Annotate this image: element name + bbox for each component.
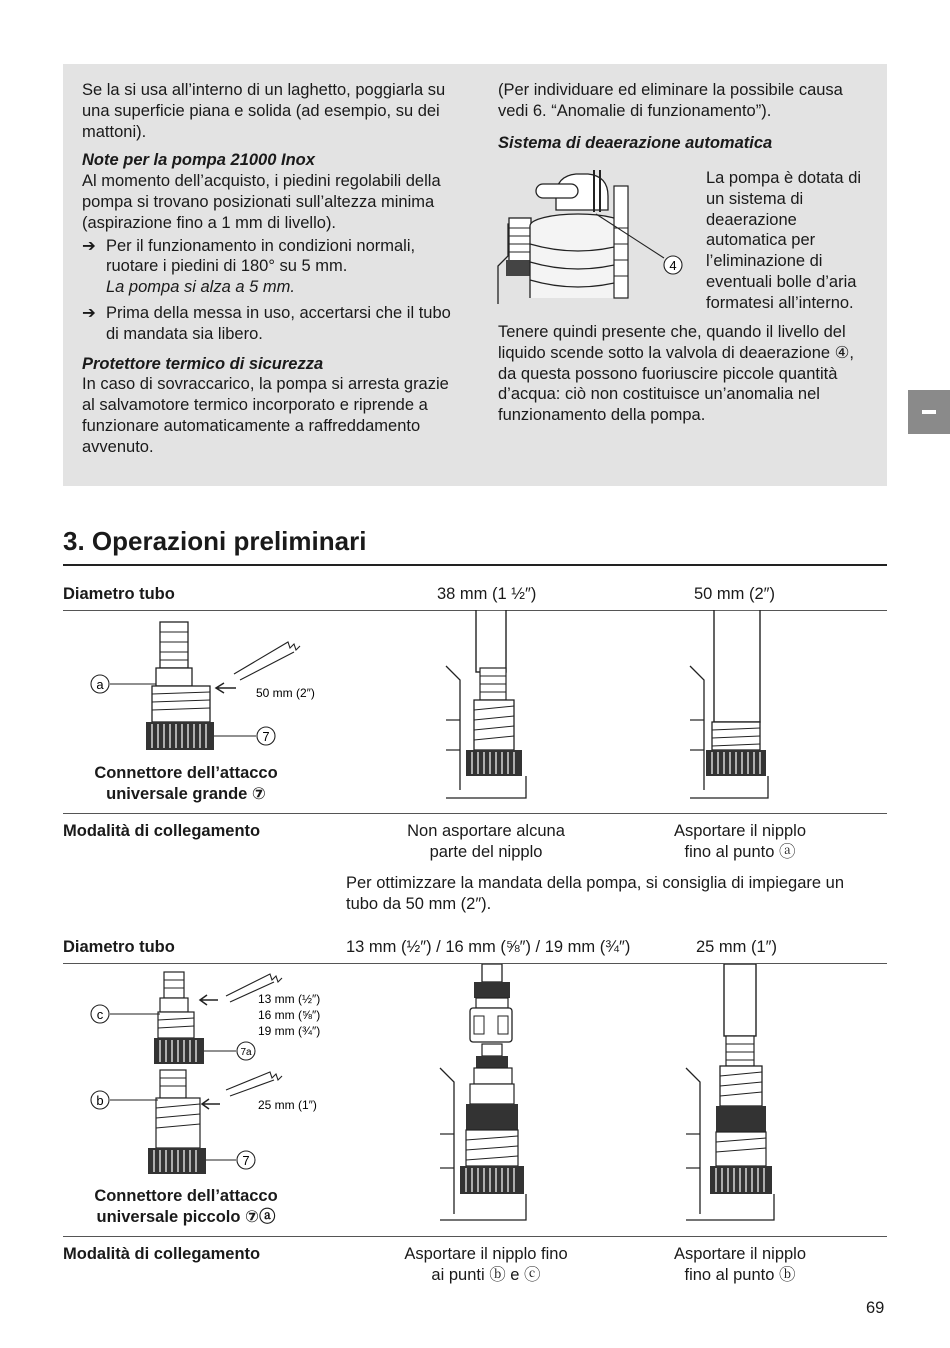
mode-line: Non asportare alcuna xyxy=(407,822,565,840)
table2-mode-label: Modalità di collegamento xyxy=(63,1245,261,1263)
instruction-text: Per il funzionamento in condizioni normali, ruotare i piedini di 180° su 5 mm. xyxy=(106,236,416,276)
mode-line: fino al punto ⓑ xyxy=(684,1265,796,1284)
instruction-item xyxy=(82,303,454,345)
large-connector-diagram xyxy=(84,614,344,754)
mode-line: ai punti ⓑ e ⓒ xyxy=(431,1265,541,1284)
section-title: 3. Operazioni preliminari xyxy=(63,526,367,556)
deaeration-warning-text: Tenere quindi presente che, quando il livello del liquido scende sotto la valvola di deaerazione ④, da questa possono fuoriuscire piccole quantità d’acqua: ciò non costituisce un’anomalia nel funzionamento della pompa. xyxy=(498,323,855,425)
mode-line: Asportare il nipplo xyxy=(673,822,807,840)
callout-c: c xyxy=(96,1007,104,1022)
info-right-column xyxy=(498,80,868,153)
table1-mode-rule xyxy=(63,813,887,814)
dim-25mm: 25 mm (1″) xyxy=(258,1098,317,1112)
deaeration-text: La pompa è dotata di un sistema di deaerazione automatica per l’eliminazione di eventuali bolle d’aria formatesi all’interno. xyxy=(706,169,862,312)
troubleshoot-reference: (Per individuare ed eliminare la possibile causa vedi 6. “Anomalie di funzionamento”). xyxy=(498,81,843,120)
callout-7-small: 7 xyxy=(242,1153,250,1168)
mode-line: fino al punto ⓐ xyxy=(684,842,796,861)
table2-col1-size: 13 mm (½″) / 16 mm (⅝″) / 19 mm (¾″) xyxy=(346,938,631,956)
small-connector-diagram xyxy=(84,966,344,1180)
mode-line: Asportare il nipplo xyxy=(673,1245,807,1263)
small-connector-caption xyxy=(63,1186,309,1228)
caption-line: Connettore dell’attacco xyxy=(94,1187,278,1205)
table2-col1-mode xyxy=(376,1244,596,1286)
callout-b: b xyxy=(96,1093,104,1108)
tab-dash-icon xyxy=(922,410,936,414)
hose-50mm-diagram xyxy=(688,610,778,800)
callout-7a: 7a xyxy=(240,1047,252,1058)
table2-col2-size: 25 mm (1″) xyxy=(696,938,778,956)
dim-19mm: 19 mm (¾″) xyxy=(258,1024,321,1038)
table1-mode-label: Modalità di collegamento xyxy=(63,822,261,840)
caption-line: universale piccolo ⑦ⓐ xyxy=(96,1207,276,1226)
callout-a: a xyxy=(96,677,104,692)
table1-col1-size: 38 mm (1 ½″) xyxy=(437,585,537,603)
dim-16mm: 16 mm (⅝″) xyxy=(258,1008,321,1022)
mode-line: parte del nipplo xyxy=(429,842,543,861)
hose-38mm-diagram xyxy=(440,610,530,800)
callout-7: 7 xyxy=(262,729,270,744)
dim-13mm: 13 mm (½″) xyxy=(258,992,321,1006)
instruction-text: Prima della messa in uso, accertarsi che il tubo di mandata sia libero. xyxy=(106,303,451,343)
deaeration-warning-block xyxy=(498,322,868,426)
pond-usage-text: Se la si usa all’interno di un laghetto, poggiarla su una superficie piana e solida (ad esempio, su dei mattoni). xyxy=(82,81,446,141)
table1-header-label: Diametro tubo xyxy=(63,585,175,603)
table1-col1-mode xyxy=(376,821,596,863)
table2-mode-rule xyxy=(63,1236,887,1237)
page-number: 69 xyxy=(866,1299,885,1317)
pump-deaeration-illustration xyxy=(496,166,696,306)
title-rule xyxy=(63,564,887,566)
table2-header-label: Diametro tubo xyxy=(63,938,175,956)
thermal-protector-text: In caso di sovraccarico, la pompa si arresta grazie al salvamotore termico incorporato e riprende a funzionare automaticamente a raffreddamento avvenuto. xyxy=(82,375,449,456)
table1-advice: Per ottimizzare la mandata della pompa, si consiglia di impiegare un tubo da 50 mm (2″). xyxy=(346,874,845,913)
table2-col2-mode xyxy=(630,1244,850,1286)
inox-note-heading: Note per la pompa 21000 Inox xyxy=(82,151,315,170)
instruction-item xyxy=(82,236,454,298)
large-connector-caption xyxy=(63,763,309,805)
table1-col2-mode xyxy=(630,821,850,863)
arrow-right-icon: ➔ xyxy=(82,236,96,255)
mode-line: Asportare il nipplo fino xyxy=(404,1245,568,1263)
deaeration-heading: Sistema di deaerazione automatica xyxy=(498,133,773,152)
callout-4: 4 xyxy=(669,258,677,273)
hose-25mm-diagram xyxy=(684,964,784,1224)
language-tab xyxy=(908,390,950,434)
arrow-right-icon: ➔ xyxy=(82,303,96,322)
caption-line: universale grande ⑦ xyxy=(106,784,266,803)
info-left-column xyxy=(82,80,454,458)
instruction-result: La pompa si alza a 5 mm. xyxy=(106,278,295,297)
table1-col2-size: 50 mm (2″) xyxy=(694,585,776,603)
hose-small-coupling-diagram xyxy=(436,964,536,1224)
inox-note-text: Al momento dell’acquisto, i piedini regolabili della pompa si trovano posizionati sull’altezza minima (aspirazione fino a 1 mm di livello). xyxy=(82,172,441,232)
thermal-protector-heading: Protettore termico di sicurezza xyxy=(82,354,324,373)
deaeration-text-block xyxy=(706,168,876,314)
caption-line: Connettore dell’attacco xyxy=(94,764,278,782)
saw-dimension: 50 mm (2″) xyxy=(256,686,315,700)
